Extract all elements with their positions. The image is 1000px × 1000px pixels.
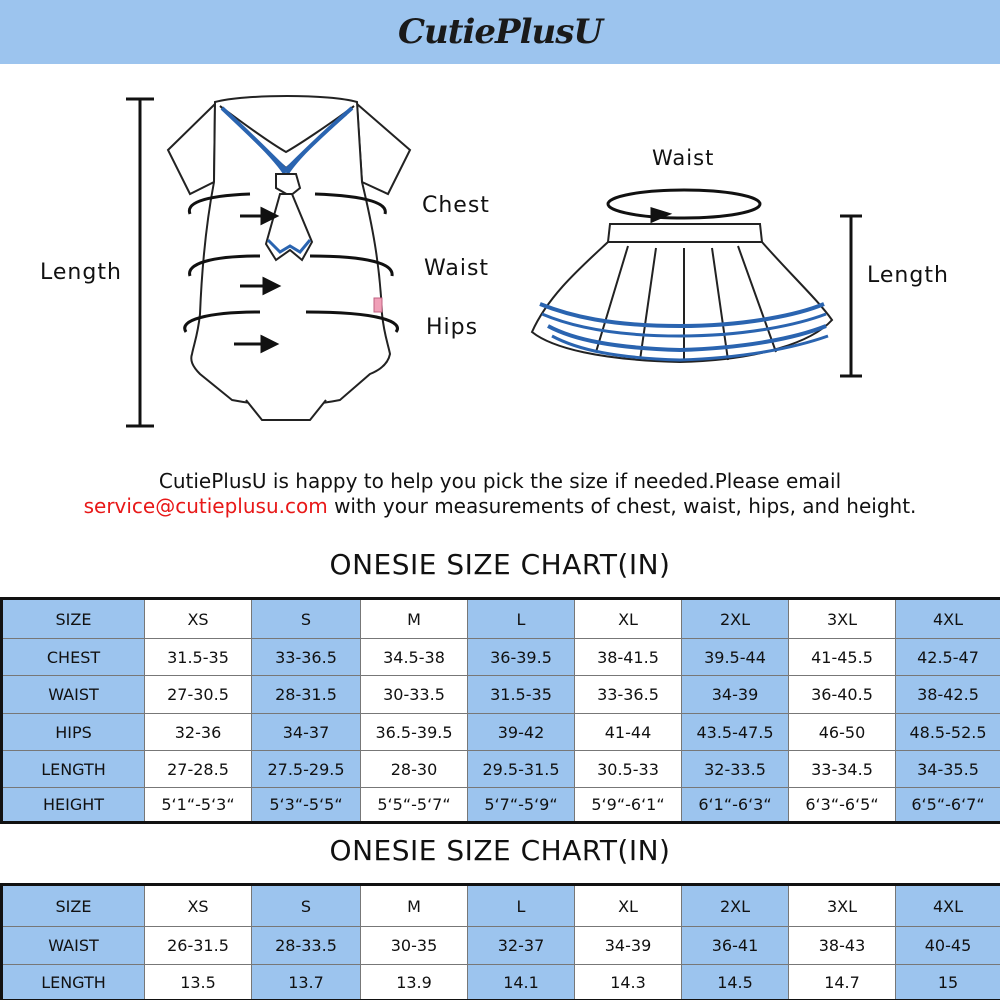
- onesie-chart-title: ONESIE SIZE CHART(IN): [329, 548, 671, 581]
- table-cell: 38-42.5: [896, 676, 1000, 714]
- table-cell: 6‘5“-6‘7“: [896, 788, 1000, 823]
- table-cell: 27.5-29.5: [252, 751, 361, 788]
- skirt-chart-title: ONESIE SIZE CHART(IN): [329, 834, 671, 867]
- table-cell: 34.5-38: [361, 639, 468, 676]
- onesie-chest-label: Chest: [422, 193, 490, 218]
- table-cell: 28-33.5: [252, 927, 361, 965]
- table-row: [2, 927, 1000, 965]
- size-label-cell: M: [361, 885, 468, 927]
- table-cell: 34-39: [575, 927, 682, 965]
- table-cell: 27-28.5: [145, 751, 252, 788]
- table-cell: 14.5: [682, 965, 789, 1000]
- table-cell: 5‘9“-6‘1“: [575, 788, 682, 823]
- table-cell: 5‘3“-5‘5“: [252, 788, 361, 823]
- onesie-length-label: Length: [40, 260, 122, 285]
- table-cell: 46-50: [789, 714, 896, 751]
- size-header-row: [2, 599, 1000, 639]
- support-email-link[interactable]: service@cutieplusu.com: [83, 494, 328, 518]
- table-cell: 34-37: [252, 714, 361, 751]
- size-label-cell: 3XL: [789, 599, 896, 639]
- table-cell: 28-31.5: [252, 676, 361, 714]
- table-cell: 38-41.5: [575, 639, 682, 676]
- table-cell: 33-36.5: [252, 639, 361, 676]
- table-cell: 41-45.5: [789, 639, 896, 676]
- size-label-cell: XS: [145, 885, 252, 927]
- size-header-row: [2, 885, 1000, 927]
- skirt-size-table: [0, 883, 1000, 1000]
- table-cell: 14.1: [468, 965, 575, 1000]
- table-cell: 36-39.5: [468, 639, 575, 676]
- onesie-waist-label: Waist: [424, 256, 490, 281]
- table-cell: 29.5-31.5: [468, 751, 575, 788]
- size-label-cell: 2XL: [682, 599, 789, 639]
- size-label-cell: 4XL: [896, 599, 1000, 639]
- table-cell: 36-41: [682, 927, 789, 965]
- table-cell: 30.5-33: [575, 751, 682, 788]
- skirt-length-bar: [840, 216, 862, 376]
- onesie-drawing: [168, 96, 410, 420]
- table-row: [2, 714, 1000, 751]
- row-header-cell: HEIGHT: [2, 788, 145, 823]
- table-cell: 5‘7“-5‘9“: [468, 788, 575, 823]
- size-label-cell: 2XL: [682, 885, 789, 927]
- table-row: [2, 676, 1000, 714]
- table-cell: 43.5-47.5: [682, 714, 789, 751]
- size-label-cell: 3XL: [789, 885, 896, 927]
- table-cell: 32-33.5: [682, 751, 789, 788]
- brand-header: [0, 0, 1000, 64]
- table-cell: 31.5-35: [145, 639, 252, 676]
- table-cell: 34-35.5: [896, 751, 1000, 788]
- table-cell: 39-42: [468, 714, 575, 751]
- size-label-cell: XL: [575, 599, 682, 639]
- size-label-cell: 4XL: [896, 885, 1000, 927]
- table-cell: 31.5-35: [468, 676, 575, 714]
- row-header-cell: LENGTH: [2, 751, 145, 788]
- size-label-cell: L: [468, 885, 575, 927]
- skirt-drawing: [532, 224, 832, 362]
- table-cell: 30-35: [361, 927, 468, 965]
- table-cell: 33-34.5: [789, 751, 896, 788]
- table-cell: 40-45: [896, 927, 1000, 965]
- table-cell: 27-30.5: [145, 676, 252, 714]
- table-cell: 6‘1“-6‘3“: [682, 788, 789, 823]
- size-label-cell: XS: [145, 599, 252, 639]
- garment-drawings: [0, 64, 1000, 464]
- table-row: [2, 788, 1000, 823]
- onesie-hips-label: Hips: [426, 315, 479, 340]
- help-text-line1: CutiePlusU is happy to help you pick the size if needed.Please email: [158, 469, 842, 493]
- row-header-cell: CHEST: [2, 639, 145, 676]
- row-header-cell: SIZE: [2, 599, 145, 639]
- table-cell: 30-33.5: [361, 676, 468, 714]
- table-cell: 15: [896, 965, 1000, 1000]
- row-header-cell: WAIST: [2, 927, 145, 965]
- help-text-line2: [0, 494, 1000, 518]
- table-cell: 41-44: [575, 714, 682, 751]
- measurement-illustration: [0, 64, 1000, 464]
- table-cell: 14.3: [575, 965, 682, 1000]
- table-cell: 36-40.5: [789, 676, 896, 714]
- table-cell: 5‘5“-5‘7“: [361, 788, 468, 823]
- table-row: [2, 639, 1000, 676]
- table-cell: 14.7: [789, 965, 896, 1000]
- table-row: [2, 965, 1000, 1000]
- table-cell: 28-30: [361, 751, 468, 788]
- table-cell: 39.5-44: [682, 639, 789, 676]
- table-cell: 13.7: [252, 965, 361, 1000]
- row-header-cell: HIPS: [2, 714, 145, 751]
- size-label-cell: S: [252, 885, 361, 927]
- onesie-length-bar: [126, 99, 154, 426]
- table-cell: 13.9: [361, 965, 468, 1000]
- table-cell: 6‘3“-6‘5“: [789, 788, 896, 823]
- row-header-cell: LENGTH: [2, 965, 145, 1000]
- help-text-line2-rest: with your measurements of chest, waist, hips, and height.: [327, 494, 917, 518]
- table-row: [2, 751, 1000, 788]
- skirt-waist-measure: [608, 190, 760, 221]
- table-cell: 36.5-39.5: [361, 714, 468, 751]
- size-label-cell: M: [361, 599, 468, 639]
- size-label-cell: XL: [575, 885, 682, 927]
- table-cell: 13.5: [145, 965, 252, 1000]
- table-cell: 5‘1“-5‘3“: [145, 788, 252, 823]
- table-cell: 32-36: [145, 714, 252, 751]
- table-cell: 33-36.5: [575, 676, 682, 714]
- row-header-cell: SIZE: [2, 885, 145, 927]
- skirt-length-label: Length: [867, 263, 949, 288]
- table-cell: 34-39: [682, 676, 789, 714]
- skirt-waist-label: Waist: [652, 146, 715, 170]
- table-cell: 26-31.5: [145, 927, 252, 965]
- table-cell: 42.5-47: [896, 639, 1000, 676]
- brand-logo: CutiePlusU: [397, 12, 603, 52]
- table-cell: 38-43: [789, 927, 896, 965]
- size-label-cell: S: [252, 599, 361, 639]
- table-cell: 32-37: [468, 927, 575, 965]
- onesie-size-table: [0, 597, 1000, 824]
- size-label-cell: L: [468, 599, 575, 639]
- table-cell: 48.5-52.5: [896, 714, 1000, 751]
- row-header-cell: WAIST: [2, 676, 145, 714]
